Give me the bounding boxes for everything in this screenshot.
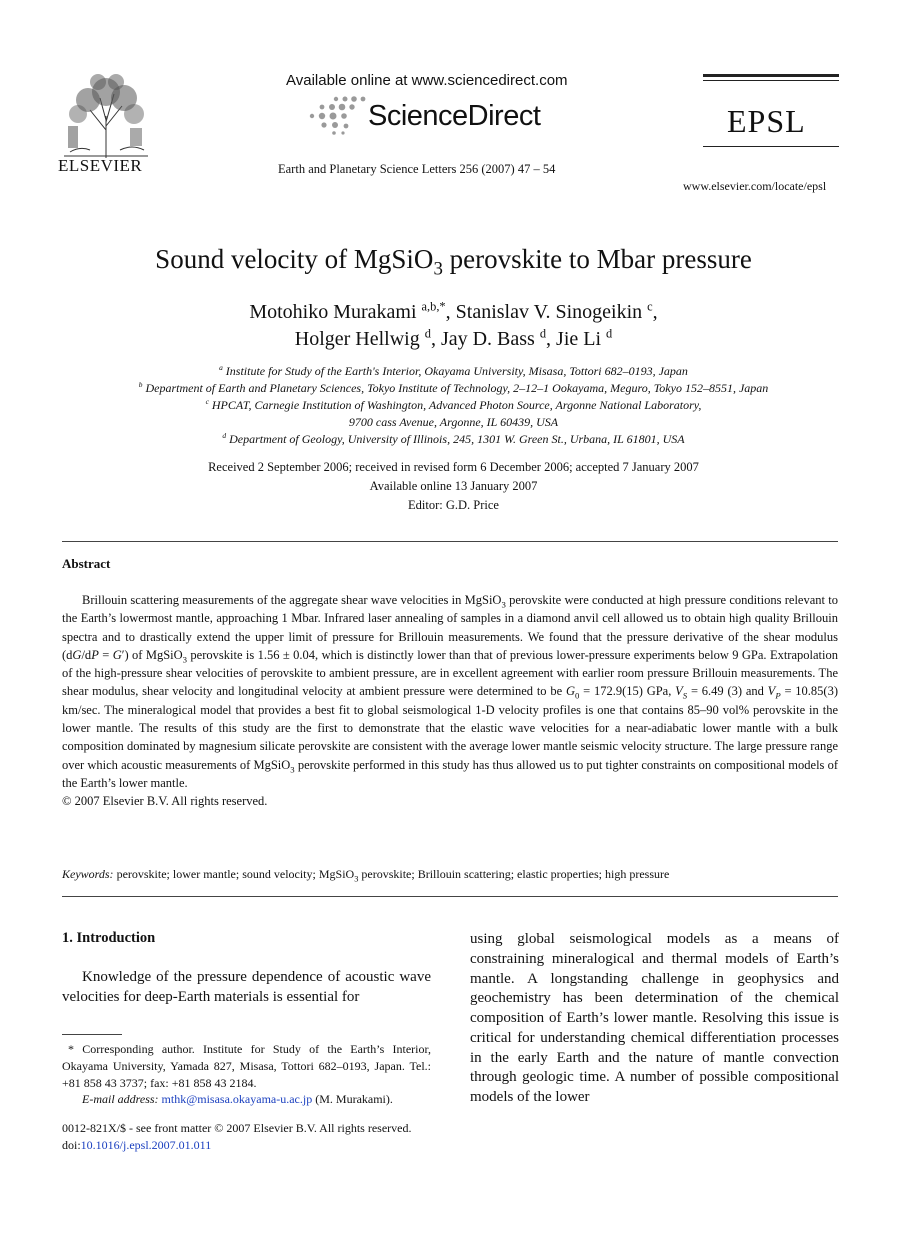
doi-link[interactable]: 10.1016/j.epsl.2007.01.011	[80, 1137, 212, 1152]
journal-url-link[interactable]: www.elsevier.com/locate/epsl	[683, 179, 827, 193]
affiliation: $^c$ HPCAT, Carnegie Institution of Washington, Advanced Photon Source, Argonne National Laboratory,	[205, 397, 702, 412]
available-online-text: Available online at www.sciencedirect.com	[286, 72, 568, 89]
affiliation: $^d$ Department of Geology, University of Illinois, 245, 1301 W. Green St., Urbana, IL 61801, USA	[222, 431, 685, 446]
available-date: Available online 13 January 2007	[369, 479, 538, 493]
journal-reference: Earth and Planetary Science Letters 256 (2007) 47 – 54	[278, 162, 556, 176]
introduction-heading: 1. Introduction	[62, 930, 156, 946]
journal-abbreviation: EPSL	[727, 103, 806, 139]
copyright-line: © 2007 Elsevier B.V. All rights reserved.	[62, 794, 268, 809]
affiliation: $^a$ Institute for Study of the Earth's Interior, Okayama University, Misasa, Tottori 682–0193, Japan	[219, 363, 688, 378]
affiliation: $^b$ Department of Earth and Planetary Sciences, Tokyo Institute of Technology, 2–12–1 Ookayama, Meguro, Tokyo 152–8551, Japan	[138, 380, 769, 395]
article-dates	[0, 458, 907, 515]
author[interactable]: Stanislav V. Sinogeikin $^c$	[455, 299, 653, 323]
section-rule	[62, 896, 838, 897]
article-title: Sound velocity of MgSiO$_3$ perovskite to Mbar pressure	[155, 244, 752, 280]
introduction-left-column: Knowledge of the pressure dependence of acoustic wave velocities for deep-Earth materials is essential for	[62, 969, 431, 1005]
epsl-rule	[703, 146, 839, 147]
editor: Editor: G.D. Price	[408, 498, 499, 512]
introduction-right-column: using global seismological models as a means of constraining mineralogical and thermal models of Earth’s mantle. A longstanding challenge in geophysics and geochemistry has been determination of the chemical composition of Earth’s lower mantle. Resolving this issue is critical for understanding chemical differentiation processes in the early Earth and the nature of mantle convection through geologic time. A number of possible compositional models of the lower	[470, 931, 839, 1105]
epsl-rule	[703, 80, 839, 81]
sciencedirect-wordmark: ScienceDirect	[368, 100, 541, 132]
keywords: Keywords: perovskite; lower mantle; sound velocity; MgSiO$_3$ perovskite; Brillouin scattering; elastic properties; high pressure	[62, 867, 670, 884]
abstract-body	[62, 591, 838, 811]
received-date: Received 2 September 2006; received in revised form 6 December 2006; accepted 7 January 2007	[208, 460, 699, 474]
section-rule	[62, 541, 838, 542]
author[interactable]: Motohiko Murakami $^{a,b,*}$	[249, 299, 446, 323]
author[interactable]: Jay D. Bass $^d$	[440, 326, 547, 350]
elsevier-tree-logo	[60, 70, 152, 158]
abstract-paragraph: Brillouin scattering measurements of the aggregate shear wave velocities in MgSiO$_3$ perovskite were conducted at high pressure conditions relevant to the Earth’s lowermost mantle, approaching 1 Mbar. Infrared laser annealing of samples in a diamond anvil cell allowed us to obtain high quality Brillouin spectra and to drastically extend the upper limit of pressure for Brillouin measurements. We found that the pressure derivative of the shear modulus (dG/dP = G′) of MgSiO$_3$ perovskite is 1.56 ± 0.04, which is distinctly lower than that of previous lower-pressure experiments below 9 GPa. Extrapolation of the high-pressure shear velocities of perovskite to ambient pressure, are in excellent agreement with earlier room pressure Brillouin measurements. The shear modulus, shear velocity and longitudinal velocity at ambient pressure were determined to be $G_0 = 172.9(15)$ GPa, $V_S = 6.49$ (3) and $V_P = 10.85(3)$ km/sec. The mineralogical model that provides a best fit to global seismological 1-D velocity profiles is one that contains 85–90 vol% perovskite in the lower mantle. The results of this study are the first to demonstrate that the elastic wave velocities for a near-adiabatic lower mantle with a bulk composition dominated by magnesium silicate perovskite are consistent with the average lower mantle seismic velocity structure. The large pressure range over which acoustic measurements of MgSiO$_3$ perovskite performed in this study has thus allowed us to put tighter constraints on compositional models of the Earth’s lower mantle.	[62, 593, 838, 790]
front-matter: 0012-821X/$ - see front matter © 2007 Elsevier B.V. All rights reserved. doi:10.1016/j.epsl.2007.01.011	[62, 1121, 412, 1152]
corresponding-author-footnote: * Corresponding author. Institute for Study of the Earth’s Interior, Okayama University, Yamada 827, Misasa, Tottori 682–0193, Japan. Tel.: +81 858 43 3737; fax: +81 858 43 2184. E-mail address: mthk@misasa.okayama-u.ac.jp (M. Murakami).	[62, 1042, 431, 1107]
affiliations	[0, 363, 907, 448]
affiliation: 9700 cass Avenue, Argonne, IL 60439, USA	[348, 415, 559, 429]
footnote-rule	[62, 1034, 122, 1035]
author[interactable]: Holger Hellwig $^d$	[294, 326, 431, 350]
publisher-name: ELSEVIER	[58, 156, 143, 175]
author[interactable]: Jie Li $^d$	[556, 326, 613, 350]
abstract-heading: Abstract	[62, 556, 111, 571]
epsl-rule	[703, 74, 839, 77]
sciencedirect-dots-icon	[308, 95, 366, 135]
email-link[interactable]: mthk@misasa.okayama-u.ac.jp	[161, 1092, 313, 1107]
author-list: Motohiko Murakami $^{a,b,*}$, Stanislav V. Sinogeikin $^c$, Holger Hellwig $^d$, Jay D. Bass $^d$, Jie Li $^d$	[249, 299, 658, 350]
